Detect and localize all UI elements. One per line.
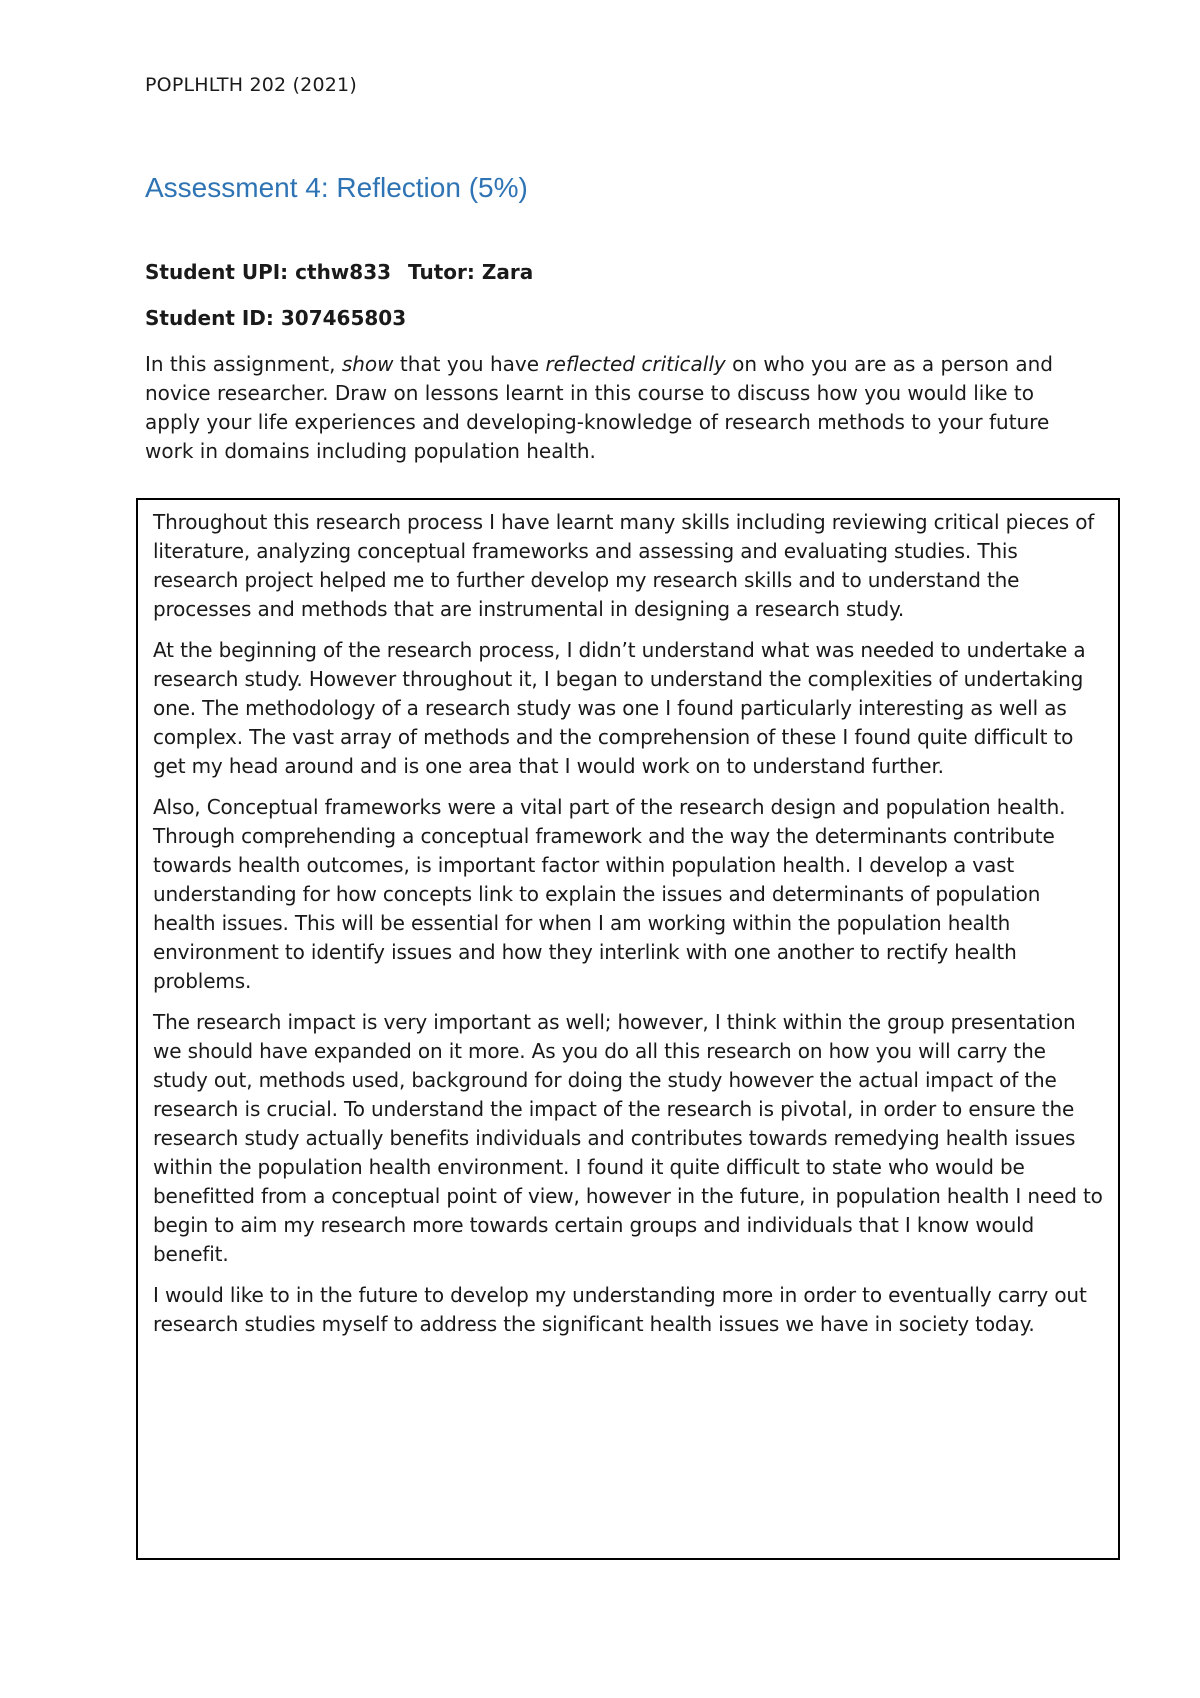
- reflection-paragraph-2: At the beginning of the research process, I didn’t understand what was needed to undertake a research study. However throughout it, I began to understand the complexities of undertaking one. The methodology of a research study was one I found particularly interesting as well as complex. The vast array of methods and the comprehension of these I found quite difficult to get my head around and is one area that I would work on to understand further.: [153, 638, 1086, 778]
- assignment-instructions: [145, 350, 1065, 466]
- tutor-value: Zara: [481, 260, 534, 284]
- student-id-value: 307465803: [280, 306, 407, 330]
- instructions-text-1: In this assignment,: [145, 352, 342, 376]
- student-upi-value: cthw833: [295, 260, 392, 284]
- tutor-label: Tutor:: [408, 260, 475, 284]
- course-code-header: POPLHLTH 202 (2021): [145, 74, 357, 96]
- student-id-line: [145, 306, 406, 330]
- instructions-emphasis-show: show: [341, 352, 394, 376]
- reflection-paragraph-3: Also, Conceptual frameworks were a vital part of the research design and population health. Through comprehending a conceptual framework and the way the determinants contribute towards health outcomes, is important factor within population health. I develop a vast understanding for how concepts link to explain the issues and determinants of population health issues. This will be essential for when I am working within the population health environment to identify issues and how they interlink with one another to rectify health problems.: [153, 795, 1066, 993]
- reflection-paragraph-4: The research impact is very important as well; however, I think within the group presentation we should have expanded on it more. As you do all this research on how you will carry the study out, methods used, background for doing the study however the actual impact of the research is crucial. To understand the impact of the research is pivotal, in order to ensure the research study actually benefits individuals and contributes towards remedying health issues within the population health environment. I found it quite difficult to state who would be benefitted from a conceptual point of view, however in the future, in population health I need to begin to aim my research more towards certain groups and individuals that I know would benefit.: [153, 1010, 1103, 1266]
- instructions-emphasis-reflected: reflected critically: [545, 352, 726, 376]
- instructions-text-2: that you have: [393, 352, 546, 376]
- instructions-text-3: on who you are as a person and novice researcher. Draw on lessons learnt in this course to discuss how you would like to apply your life experiences and developing-knowledge of research methods to your future work in domains including population health.: [145, 352, 1053, 463]
- student-upi-line: [145, 260, 533, 284]
- student-upi-label: Student UPI:: [145, 260, 289, 284]
- student-id-label: Student ID:: [145, 306, 274, 330]
- reflection-paragraph-5: I would like to in the future to develop my understanding more in order to eventually carry out research studies myself to address the significant health issues we have in society today.: [153, 1283, 1087, 1336]
- reflection-answer-box: [136, 498, 1120, 1560]
- reflection-paragraph-1: Throughout this research process I have learnt many skills including reviewing critical pieces of literature, analyzing conceptual frameworks and assessing and evaluating studies. This research project helped me to further develop my research skills and to understand the processes and methods that are instrumental in designing a research study.: [153, 510, 1095, 621]
- assessment-title: Assessment 4: Reflection (5%): [145, 172, 528, 203]
